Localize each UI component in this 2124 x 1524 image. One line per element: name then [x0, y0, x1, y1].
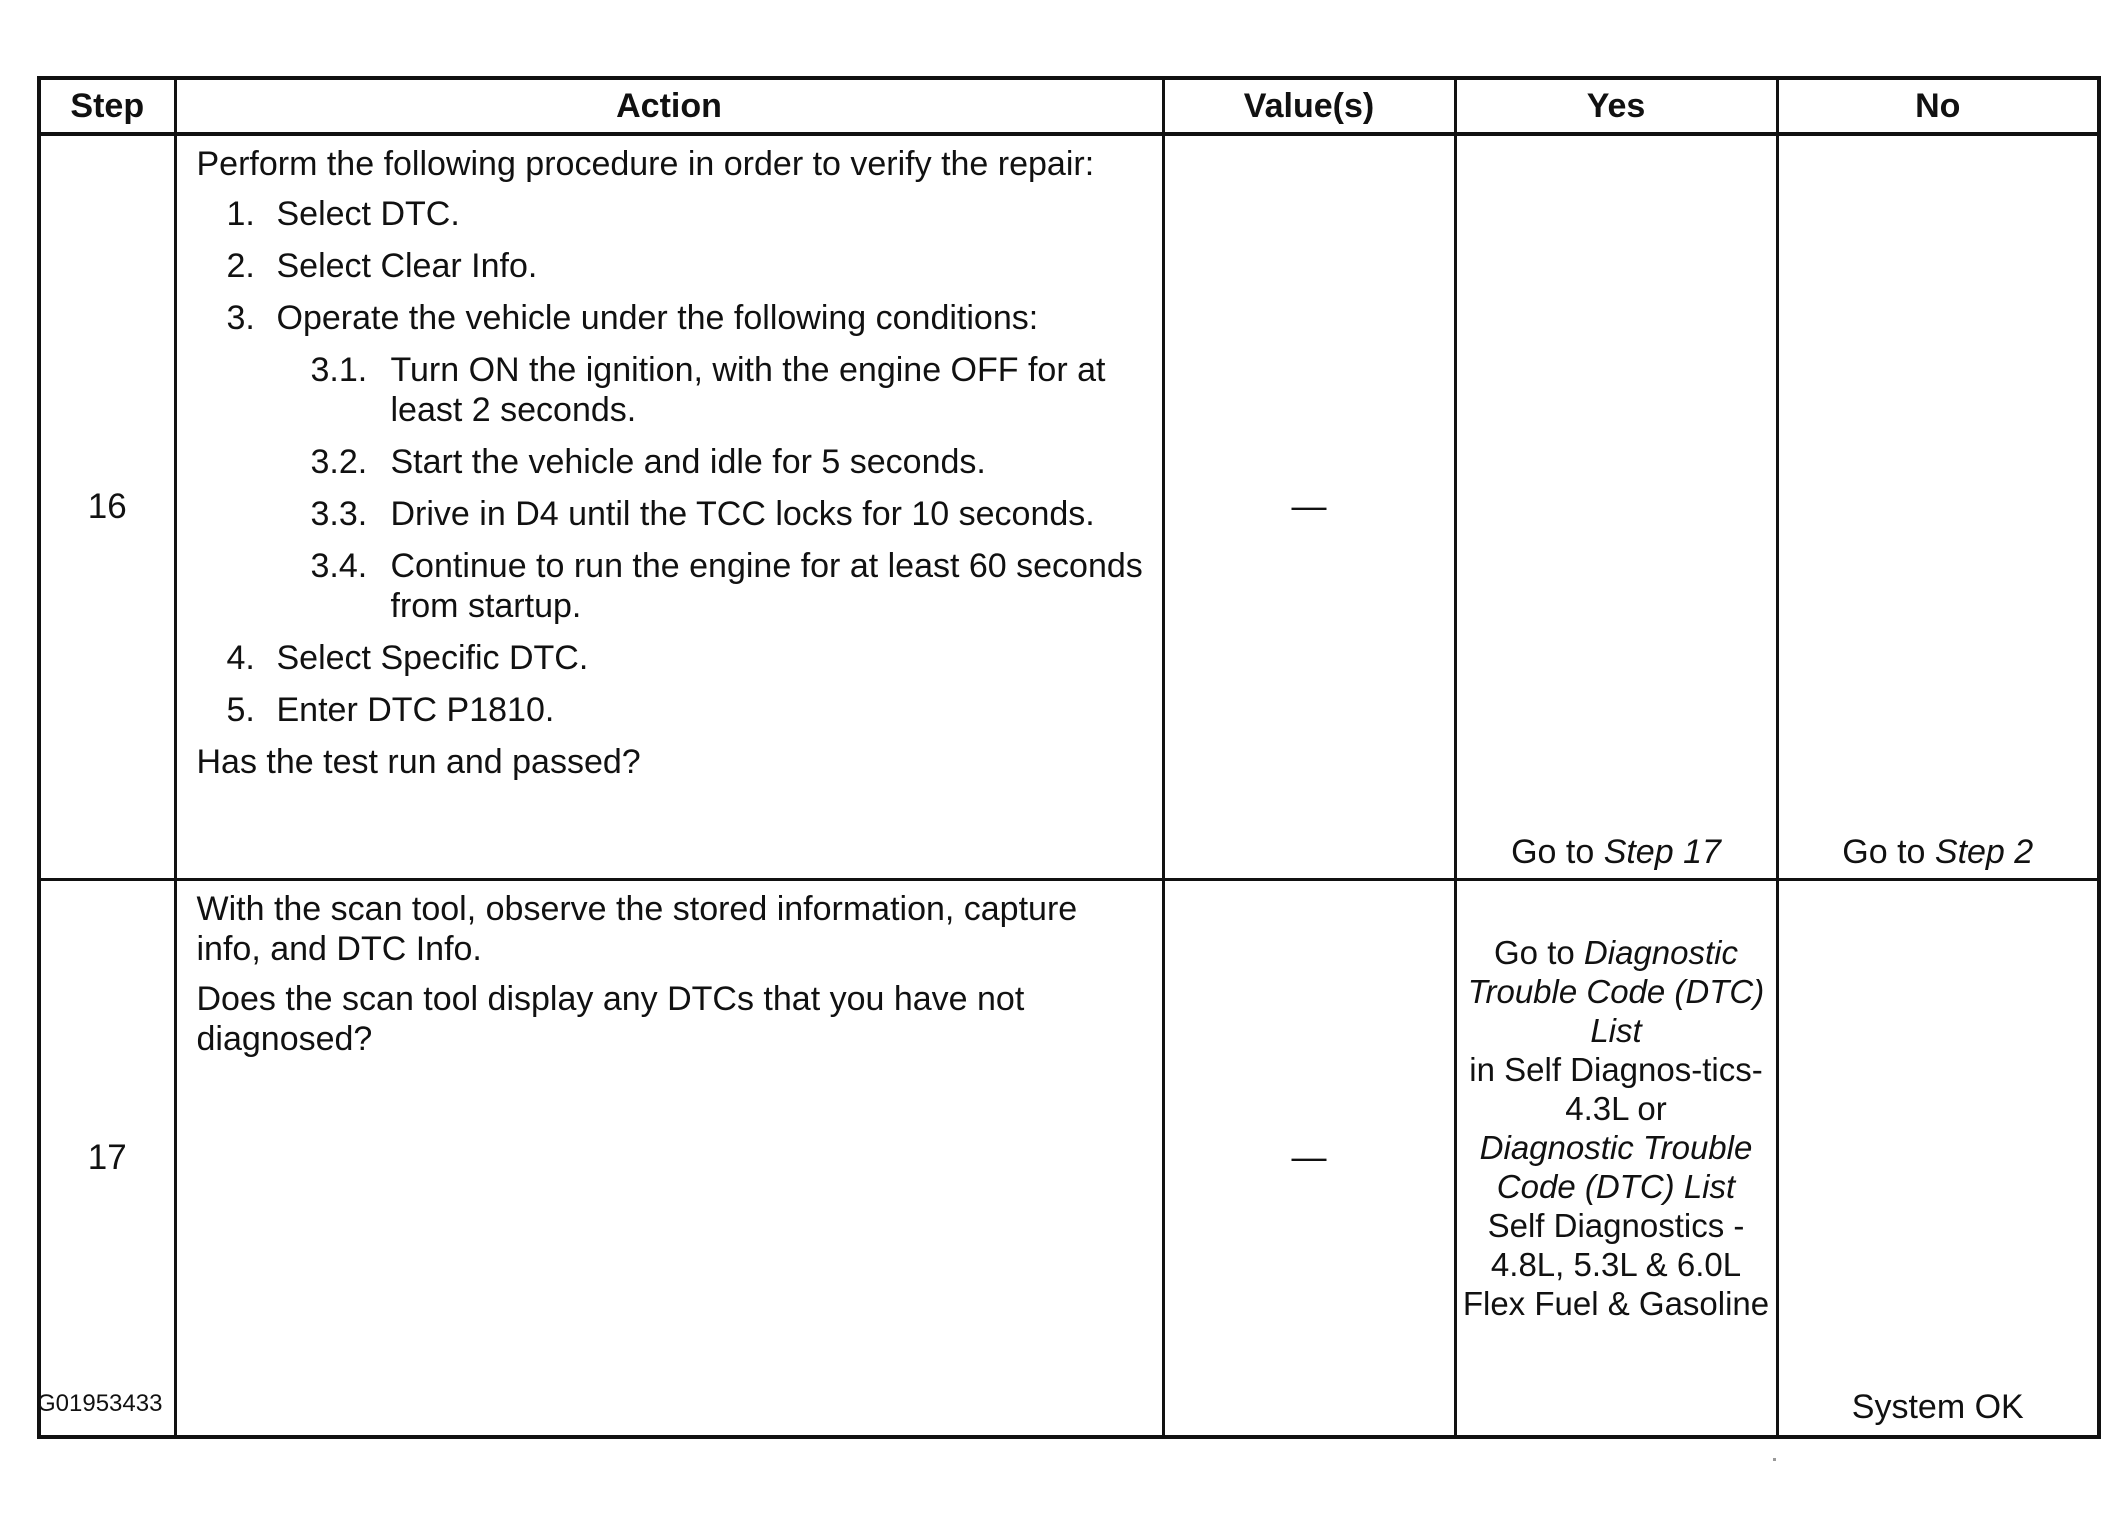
header-values: Value(s): [1163, 78, 1455, 134]
list-item: [197, 442, 1148, 482]
procedure-list: [197, 194, 1148, 730]
item-text: Operate the vehicle under the following conditions:: [276, 299, 1039, 337]
yes-in-text: in Self Diagnos-tics- 4.3L or: [1469, 1051, 1763, 1127]
item-text: Enter DTC P1810.: [276, 691, 555, 729]
item-text: Select DTC.: [276, 195, 460, 233]
header-step: Step: [39, 78, 175, 134]
yes-tail-engines: Self Diagnostics - 4.8L, 5.3L & 6.0L: [1487, 1207, 1745, 1283]
header-no: No: [1777, 78, 2099, 134]
table-row-step-17: [39, 880, 2099, 1438]
header-yes: Yes: [1455, 78, 1777, 134]
value-cell: —: [1163, 880, 1455, 1438]
header-action: Action: [175, 78, 1163, 134]
item-text: Select Specific DTC.: [276, 639, 589, 677]
yes-cell: [1455, 134, 1777, 880]
no-prefix: Go to: [1842, 833, 1935, 871]
figure-id: G01953433: [37, 1390, 163, 1417]
item-number: 3.: [226, 299, 255, 337]
yes-prefix: Go to: [1511, 833, 1604, 871]
list-item: [197, 246, 1148, 286]
table-header-row: [39, 78, 2099, 134]
item-text: Select Clear Info.: [276, 247, 538, 285]
yes-prefix: Go to: [1494, 934, 1584, 971]
value-cell: —: [1163, 134, 1455, 880]
action-intro: Perform the following procedure in order to verify the repair:: [196, 145, 1095, 183]
no-step-link[interactable]: Step 2: [1934, 833, 2034, 871]
list-item: [197, 638, 1148, 678]
item-text: Continue to run the engine for at least 60 seconds from startup.: [390, 547, 1143, 625]
action-question: Does the scan tool display any DTCs that you have not diagnosed?: [196, 980, 1025, 1058]
action-intro: With the scan tool, observe the stored information, capture info, and DTC Info.: [196, 890, 1078, 968]
list-item: [197, 494, 1148, 534]
step-number: 16: [39, 134, 175, 880]
item-number: 3.1.: [310, 351, 368, 389]
dtc-list-link-4-8l[interactable]: Diagnostic Trouble Code (DTC) List: [1479, 1129, 1753, 1205]
item-number: 3.4.: [310, 547, 368, 585]
item-text: Drive in D4 until the TCC locks for 10 seconds.: [390, 495, 1095, 533]
item-number: 3.3.: [310, 495, 368, 533]
step-number: 17: [39, 880, 175, 1438]
item-number: 4.: [226, 639, 255, 677]
diagnostic-table: [37, 76, 2101, 1439]
no-cell: [1777, 134, 2099, 880]
list-item: [197, 350, 1148, 430]
list-item: [197, 690, 1148, 730]
no-cell: System OK: [1777, 880, 2099, 1438]
item-text: Start the vehicle and idle for 5 seconds.: [390, 443, 986, 481]
item-number: 3.2.: [310, 443, 368, 481]
action-question: Has the test run and passed?: [196, 743, 641, 781]
action-cell: [175, 134, 1163, 880]
list-item: [197, 194, 1148, 234]
item-number: 2.: [226, 247, 255, 285]
item-text: Turn ON the ignition, with the engine OFF for at least 2 seconds.: [390, 351, 1106, 429]
action-cell: [175, 880, 1163, 1438]
scan-speck: [1773, 1458, 1776, 1461]
yes-step-link[interactable]: Step 17: [1603, 833, 1721, 871]
yes-tail-fuel: Flex Fuel & Gasoline: [1462, 1285, 1770, 1322]
list-item: [197, 298, 1148, 338]
item-number: 5.: [226, 691, 255, 729]
yes-cell: [1455, 880, 1777, 1438]
dtc-list-link-4-3l[interactable]: Diagnostic Trouble Code (DTC) List: [1467, 934, 1765, 1049]
table-row-step-16: [39, 134, 2099, 880]
item-number: 1.: [226, 195, 255, 233]
list-item: [197, 546, 1148, 626]
